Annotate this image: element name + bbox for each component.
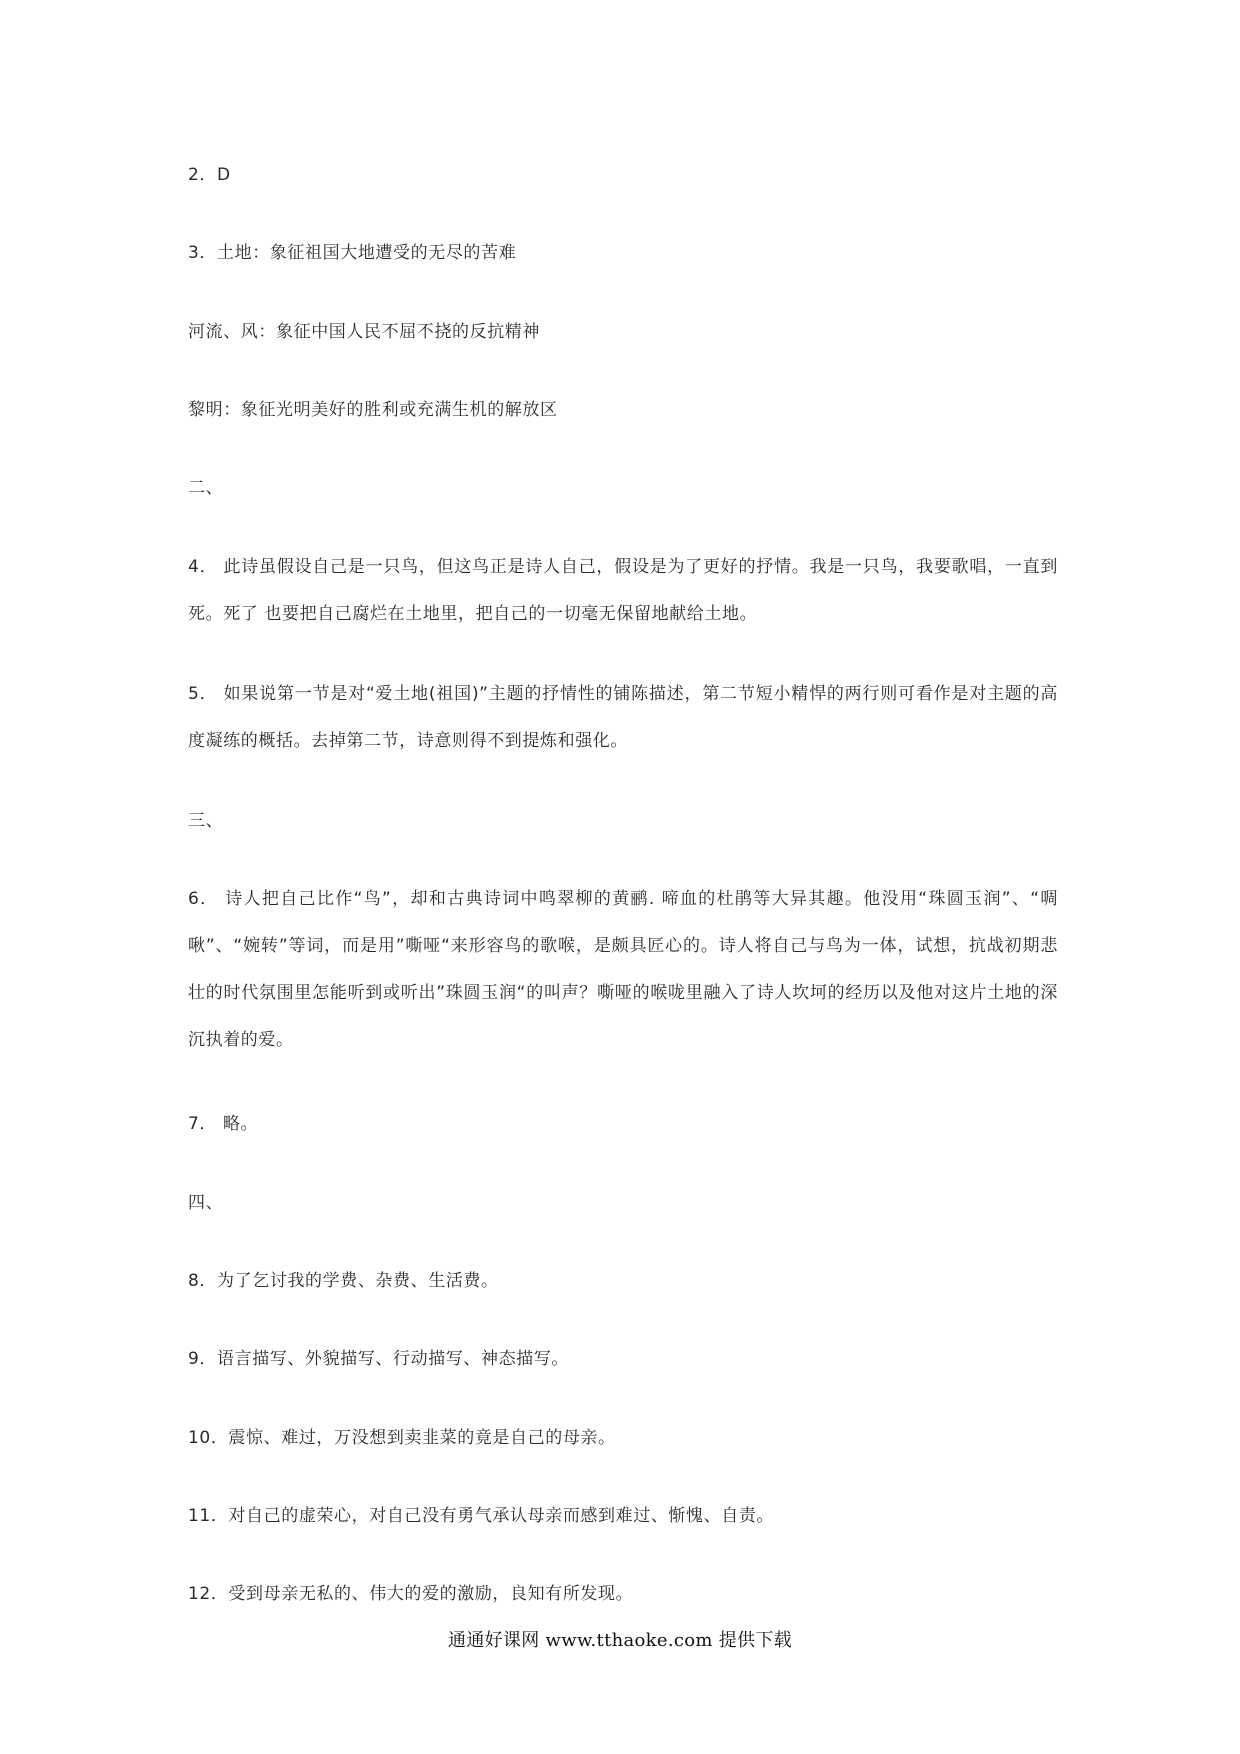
section-heading-3: 三、 <box>188 811 224 831</box>
section-heading-2: 二、 <box>188 478 224 498</box>
answer-4: 4． 此诗虽假设自己是一只鸟，但这鸟正是诗人自己，假设是为了更好的抒情。我是一只鸟，我要歌唱，一直到死。死了 也要把自己腐烂在土地里，把自己的一切毫无保留地献给土地。 <box>188 557 1058 624</box>
answer-10: 10．震惊、难过，万没想到卖韭菜的竟是自己的母亲。 <box>188 1428 616 1448</box>
answer-8: 8．为了乞讨我的学费、杂费、生活费。 <box>188 1271 499 1291</box>
answer-12: 12．受到母亲无私的、伟大的爱的激励，良知有所发现。 <box>188 1584 634 1604</box>
answer-6: 6． 诗人把自己比作“鸟”，却和古典诗词中鸣翠柳的黄鹂. 啼血的杜鹃等大异其趣。他没用“珠圆玉润”、“啁啾”、“婉转”等词，而是用”嘶哑“来形容鸟的歌喉，是颇具匠心的。诗人将自己与鸟为一体，试想，抗战初期悲壮的时代氛围里怎能听到或听出”珠圆玉润“的叫声？嘶哑的喉咙里融入了诗人坎坷的经历以及他对这片土地的深沉执着的爱。 <box>188 889 1058 1050</box>
answer-11: 11．对自己的虚荣心，对自己没有勇气承认母亲而感到难过、惭愧、自责。 <box>188 1506 775 1526</box>
answer-3-dawn: 黎明：象征光明美好的胜利或充满生机的解放区 <box>188 400 558 420</box>
answer-3-river-wind: 河流、风：象征中国人民不屈不挠的反抗精神 <box>188 322 540 342</box>
answer-5: 5． 如果说第一节是对“爱土地(祖国)”主题的抒情性的铺陈描述，第二节短小精悍的两行则可看作是对主题的高度凝练的概括。去掉第二节，诗意则得不到提炼和强化。 <box>188 684 1058 751</box>
footer-credit: 通通好课网 www.tthaoke.com 提供下载 <box>448 1630 792 1651</box>
answer-7: 7． 略。 <box>188 1114 259 1134</box>
section-heading-4: 四、 <box>188 1193 224 1213</box>
answer-9: 9．语言描写、外貌描写、行动描写、神态描写。 <box>188 1349 570 1369</box>
answer-2: 2．D <box>188 165 231 185</box>
answer-3-land: 3．土地：象征祖国大地遭受的无尽的苦难 <box>188 243 517 263</box>
